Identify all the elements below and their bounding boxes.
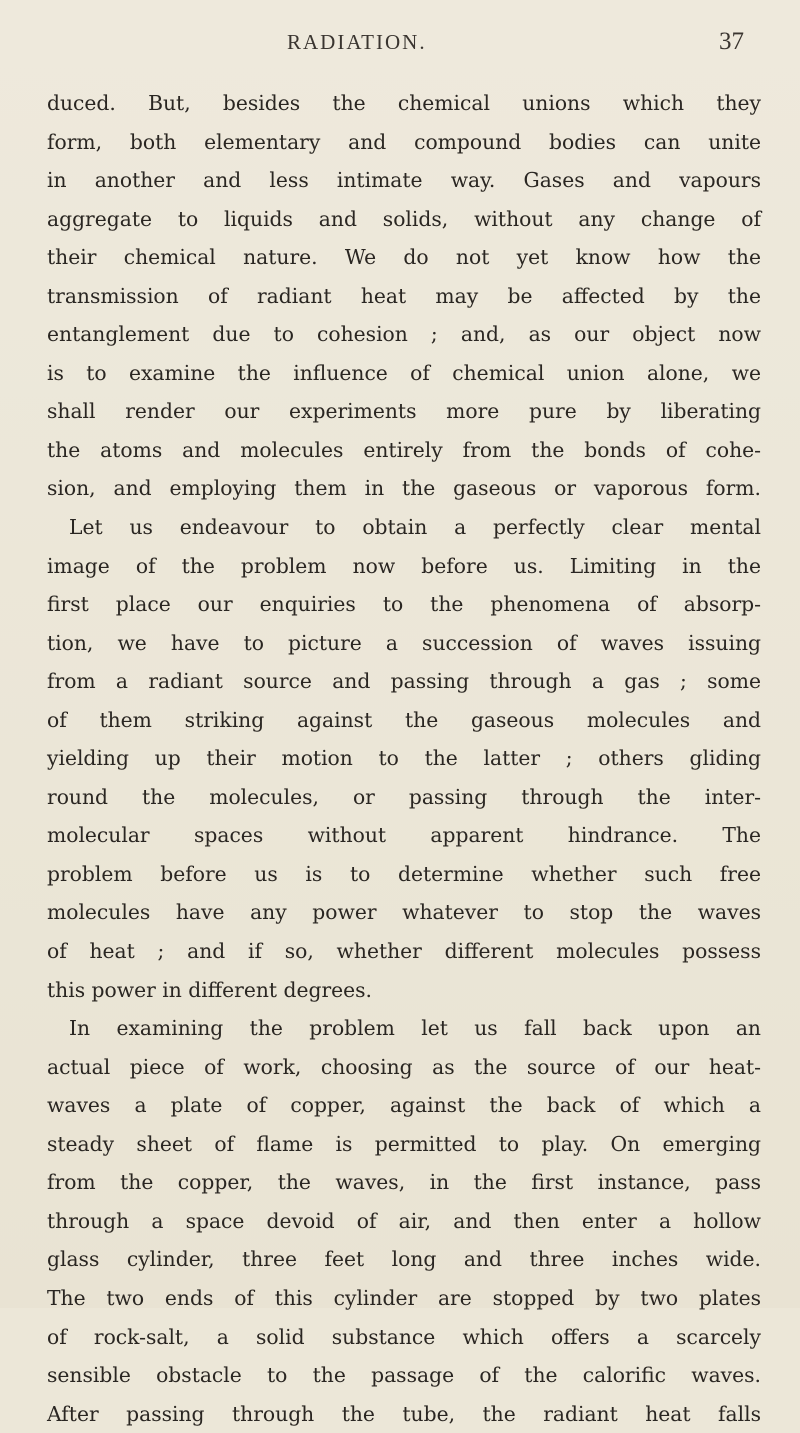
text-line: of them striking against the gaseous molecules and [47, 707, 761, 732]
text-line: through a space devoid of air, and then enter a hollow [47, 1208, 761, 1233]
text-line: round the molecules, or passing through the inter- [47, 784, 761, 809]
text-line: in another and less intimate way. Gases and vapours [47, 168, 761, 193]
text-line: duced. But, besides the chemical unions which they [47, 91, 761, 115]
text-line: molecules have any power whatever to stop the waves [47, 900, 761, 925]
text-line: transmission of radiant heat may be affected by the [47, 283, 761, 308]
text-line: first place our enquiries to the phenomena of absorp- [47, 592, 761, 617]
text-line: sensible obstacle to the passage of the calorific waves. [47, 1363, 761, 1388]
text-line: shall render our experiments more pure by liberating [47, 399, 761, 424]
text-line: Let us endeavour to obtain a perfectly clear mental [69, 515, 761, 540]
text-line: molecular spaces without apparent hindrance. The [47, 823, 761, 848]
text-line: this power in different degrees. [47, 977, 373, 1002]
text-line: the atoms and molecules entirely from the bonds of cohe- [47, 437, 761, 462]
text-line: In examining the problem let us fall back upon an [69, 1016, 761, 1041]
page-number: 37 [719, 28, 744, 55]
running-head: RADIATION. [287, 30, 427, 54]
text-line: of heat ; and if so, whether different molecules possess [47, 939, 761, 964]
text-line: form, both elementary and compound bodies can unite [47, 129, 761, 154]
text-line: After passing through the tube, the radiant heat falls [47, 1401, 761, 1426]
text-line: yielding up their motion to the latter ; others gliding [47, 746, 761, 771]
text-line: entanglement due to cohesion ; and, as our object now [47, 322, 761, 347]
text-line: tion, we have to picture a succession of waves issuing [47, 630, 761, 655]
text-line: is to examine the influence of chemical union alone, we [47, 360, 761, 385]
text-line: waves a plate of copper, against the back of which a [47, 1093, 761, 1118]
page-header [0, 30, 800, 70]
text-line: problem before us is to determine whether such free [47, 861, 761, 886]
text-line: The two ends of this cylinder are stopped by two plates [47, 1285, 761, 1310]
text-line: steady sheet of flame is permitted to play. On emerging [47, 1131, 761, 1156]
text-line: aggregate to liquids and solids, without any change of [47, 206, 761, 231]
text-line: sion, and employing them in the gaseous or vaporous form. [47, 476, 761, 501]
text-line: from a radiant source and passing through a gas ; some [47, 669, 761, 694]
text-line: actual piece of work, choosing as the source of our heat- [47, 1054, 761, 1079]
text-line: glass cylinder, three feet long and three inches wide. [47, 1247, 761, 1272]
text-line: from the copper, the waves, in the first instance, pass [47, 1170, 761, 1195]
text-line: their chemical nature. We do not yet know how the [47, 245, 761, 270]
text-line: image of the problem now before us. Limiting in the [47, 553, 761, 578]
text-line: of rock-salt, a solid substance which offers a scarcely [47, 1324, 761, 1349]
body-text [47, 84, 761, 1433]
